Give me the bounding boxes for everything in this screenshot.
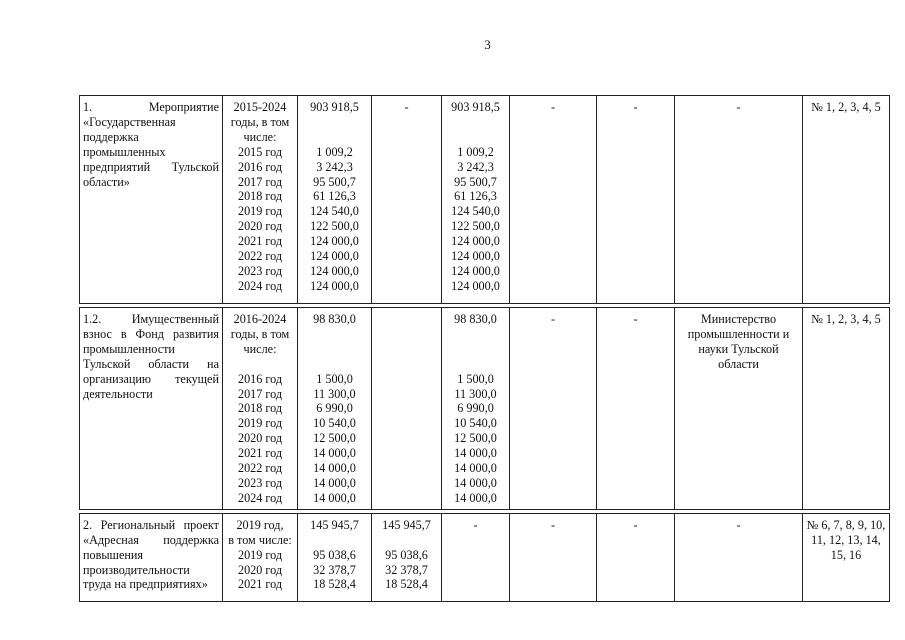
cell-line: 12 500,0 [454, 431, 497, 446]
cell-line [301, 327, 368, 342]
cell-line [301, 115, 368, 130]
indicators-cell [803, 308, 890, 510]
table-row [80, 308, 890, 510]
executor-text: - [736, 517, 741, 532]
row-name: 2. Региональный проект «Адресная поддержка повышения производительности труда на предприятиях» [83, 517, 219, 592]
cell-line: 2016 год [237, 159, 283, 174]
period-cell [223, 96, 298, 304]
cell-line: 95 500,7 [454, 174, 497, 189]
cell-line: 95 500,7 [313, 174, 356, 189]
cell-line [301, 357, 368, 372]
period-cell [223, 513, 298, 601]
federal-cell [372, 308, 442, 510]
cell-line: 10 540,0 [313, 416, 356, 431]
cell-line: 124 000,0 [310, 249, 359, 264]
executor-cell [675, 96, 803, 304]
cell-line: 2020 год [237, 219, 283, 234]
municipal-value: - [550, 100, 556, 114]
cell-line: 32 378,7 [313, 562, 356, 577]
cell-line: 6 990,0 [316, 401, 353, 416]
cell-line: 14 000,0 [454, 461, 497, 476]
cell-line: 61 126,3 [313, 189, 356, 204]
regional-cell [442, 96, 510, 304]
extrabudget-value: - [633, 312, 638, 326]
cell-line: 2023 год [237, 475, 283, 490]
table-row [80, 96, 890, 304]
municipal-value: - [550, 517, 556, 532]
cell-line: 3 242,3 [316, 159, 353, 174]
municipal-cell [510, 513, 597, 601]
cell-line: 2015 год [237, 144, 283, 159]
cell-line: 98 830,0 [454, 312, 497, 326]
cell-line: 124 000,0 [310, 278, 359, 293]
row-name-cell [80, 308, 223, 510]
executor-cell [675, 513, 803, 601]
cell-line: 2023 год [237, 263, 283, 278]
cell-line [375, 533, 438, 548]
cell-line: 14 000,0 [454, 475, 497, 490]
cell-line: 2017 год [237, 386, 283, 401]
cell-line: 10 540,0 [454, 416, 497, 431]
cell-line: 2021 год [237, 234, 283, 249]
page-number: 3 [484, 37, 491, 52]
cell-line: 95 038,6 [313, 547, 356, 562]
cell-line: 145 945,7 [382, 517, 431, 532]
indicators-text: № 1, 2, 3, 4, 5 [811, 100, 881, 114]
cell-line [445, 115, 506, 130]
executor-text: - [736, 100, 741, 114]
extrabudget-cell [597, 96, 675, 304]
cell-line [445, 357, 506, 372]
federal-cell [372, 96, 442, 304]
cell-line: числе: [243, 341, 277, 356]
cell-line: 2018 год [237, 401, 283, 416]
cell-line: 2016 год [237, 371, 283, 386]
cell-line: 3 242,3 [457, 159, 494, 174]
municipal-cell [510, 96, 597, 304]
cell-line [301, 342, 368, 357]
cell-line [375, 312, 438, 327]
cell-line: 2022 год [237, 461, 283, 476]
cell-line: 18 528,4 [313, 577, 356, 592]
cell-line: 903 918,5 [310, 100, 359, 114]
cell-line: 14 000,0 [454, 446, 497, 461]
cell-line: в том числе: [228, 532, 292, 547]
cell-line: 122 500,0 [451, 219, 500, 234]
cell-line: годы, в том [230, 326, 290, 341]
cell-line: 2019 год [237, 204, 283, 219]
total-cell [298, 308, 372, 510]
cell-line: 2019 год, [236, 517, 284, 532]
cell-line: 2019 год [237, 416, 283, 431]
cell-line: 124 540,0 [310, 204, 359, 219]
cell-line: 1 009,2 [457, 144, 494, 159]
cell-line: 124 540,0 [451, 204, 500, 219]
row-name: 1. Мероприятие «Государственная поддержка промышленных предприятий Тульской области» [83, 100, 219, 189]
cell-line: - [404, 100, 409, 114]
cell-line [445, 342, 506, 357]
cell-line: 6 990,0 [457, 401, 494, 416]
cell-line: 2017 год [237, 174, 283, 189]
indicators-text: № 6, 7, 8, 9, 10, 11, 12, 13, 14, 15, 16 [806, 517, 886, 562]
regional-cell [442, 308, 510, 510]
cell-line: 124 000,0 [310, 263, 359, 278]
cell-line [445, 327, 506, 342]
cell-line: 61 126,3 [454, 189, 497, 204]
cell-line: 14 000,0 [313, 461, 356, 476]
cell-line [445, 130, 506, 145]
cell-line: числе: [243, 129, 277, 144]
cell-line [301, 130, 368, 145]
cell-line [301, 533, 368, 548]
cell-line: 14 000,0 [313, 446, 356, 461]
period-cell [223, 308, 298, 510]
cell-line: 122 500,0 [310, 219, 359, 234]
cell-line: 2016-2024 [233, 312, 287, 326]
row-name-cell [80, 513, 223, 601]
cell-line: 2015-2024 [233, 100, 287, 114]
cell-line: 124 000,0 [451, 234, 500, 249]
extrabudget-cell [597, 513, 675, 601]
extrabudget-value: - [633, 517, 638, 532]
cell-line: 145 945,7 [310, 517, 359, 532]
cell-line: 124 000,0 [451, 249, 500, 264]
cell-line: 12 500,0 [313, 431, 356, 446]
cell-line: 14 000,0 [313, 475, 356, 490]
municipal-value: - [550, 312, 556, 326]
cell-line: 2024 год [237, 490, 283, 505]
cell-line: 95 038,6 [385, 547, 428, 562]
indicators-cell [803, 513, 890, 601]
cell-line [226, 357, 294, 372]
total-cell [298, 513, 372, 601]
cell-line: 2021 год [237, 577, 283, 592]
cell-line: 124 000,0 [451, 263, 500, 278]
cell-line: 2021 год [237, 446, 283, 461]
cell-line: 32 378,7 [385, 562, 428, 577]
cell-line: 2022 год [237, 249, 283, 264]
cell-line: - [473, 517, 478, 532]
indicators-cell [803, 96, 890, 304]
cell-line: 2020 год [237, 431, 283, 446]
executor-text: Министерство промышленности и науки Тульской области [687, 312, 790, 371]
cell-line: 2019 год [237, 547, 283, 562]
executor-cell [675, 308, 803, 510]
cell-line: 2020 год [237, 562, 283, 577]
cell-line: 14 000,0 [313, 490, 356, 505]
cell-line: 1 500,0 [316, 371, 353, 386]
regional-cell [442, 513, 510, 601]
extrabudget-value: - [633, 100, 638, 114]
cell-line: 1 009,2 [316, 144, 353, 159]
program-table [79, 95, 890, 602]
cell-line: 2024 год [237, 278, 283, 293]
cell-line: 11 300,0 [454, 386, 497, 401]
cell-line: 98 830,0 [313, 312, 356, 326]
federal-cell [372, 513, 442, 601]
cell-line: годы, в том [230, 114, 290, 129]
indicators-text: № 1, 2, 3, 4, 5 [811, 312, 881, 326]
table-row [80, 513, 890, 601]
municipal-cell [510, 308, 597, 510]
cell-line: 14 000,0 [454, 490, 497, 505]
row-name: 1.2. Имущественный взнос в Фонд развития промышленности Тульской области на организацию текущей деятельности [83, 312, 219, 401]
extrabudget-cell [597, 308, 675, 510]
cell-line: 903 918,5 [451, 100, 500, 114]
cell-line: 124 000,0 [451, 278, 500, 293]
cell-line: 1 500,0 [457, 371, 494, 386]
cell-line: 2018 год [237, 189, 283, 204]
cell-line: 18 528,4 [385, 577, 428, 592]
cell-line: 11 300,0 [313, 386, 356, 401]
total-cell [298, 96, 372, 304]
row-name-cell [80, 96, 223, 304]
cell-line: 124 000,0 [310, 234, 359, 249]
